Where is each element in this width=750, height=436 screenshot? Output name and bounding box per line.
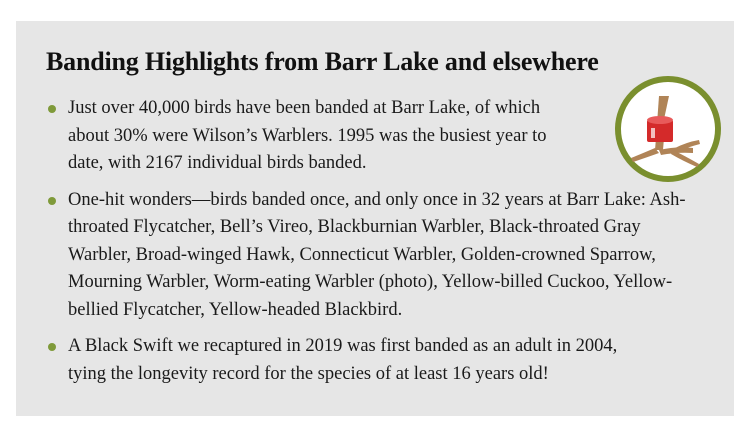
list-item <box>46 187 698 325</box>
bullet-dot-icon <box>48 343 56 351</box>
bullet-dot-icon <box>48 197 56 205</box>
bullet-text: One-hit wonders—birds banded once, and only once in 32 years at Barr Lake: Ash-throated Flycatcher, Bell’s Vireo, Blackburnian Warbler, Black-throated Gray Warbler, Broad-winged Hawk, Connecticut Warbler, Golden-crowned Sparrow, Mourning Warbler, Worm-eating Warbler (photo), Yellow-billed Cuckoo, Yellow-bellied Flycatcher, Yellow-headed Blackbird. <box>68 189 686 320</box>
list-item <box>46 95 578 178</box>
highlights-list <box>46 95 686 397</box>
bullet-dot-icon <box>48 105 56 113</box>
panel-title: Banding Highlights from Barr Lake and elsewhere <box>46 47 599 76</box>
list-item <box>46 333 628 388</box>
highlights-panel <box>16 21 734 416</box>
bullet-text: A Black Swift we recaptured in 2019 was first banded as an adult in 2004, tying the longevity record for the species of at least 16 years old! <box>68 336 618 384</box>
bullet-text: Just over 40,000 birds have been banded at Barr Lake, of which about 30% were Wilson’s Warblers. 1995 was the busiest year to date, with 2167 individual birds banded. <box>68 98 547 173</box>
